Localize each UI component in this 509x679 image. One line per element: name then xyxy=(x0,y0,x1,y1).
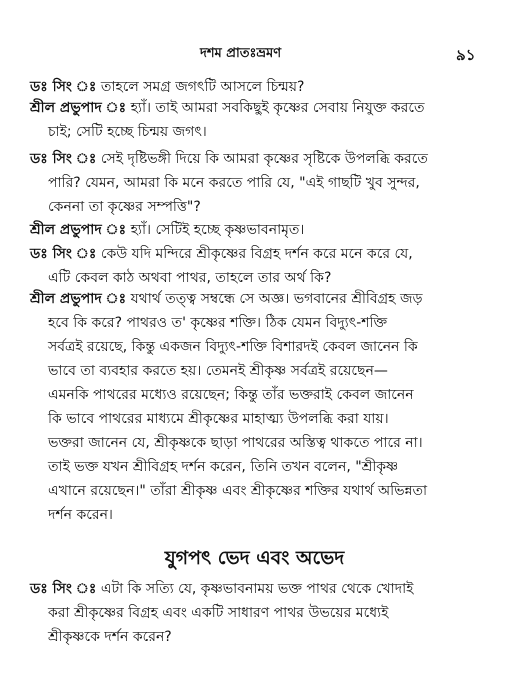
dialogue-text: হ্যাঁ। তাই আমরা সবকিছুই কৃষ্ণের সেবায় নিযুক্ত করতে xyxy=(130,100,425,116)
dialogue-line: করা শ্রীকৃষ্ণের বিগ্রহ এবং একটি সাধারণ পাথর উভয়ের মধ্যেই xyxy=(48,605,389,621)
dialogue-line: দর্শন করেন। xyxy=(48,507,113,523)
section-heading: যুগপৎ ভেদ এবং অভেদ xyxy=(164,547,345,569)
dialogue-line: চাই; সেটি হচ্ছে চিন্ময় জগৎ। xyxy=(48,124,207,140)
dialogue-text: হ্যাঁ। সেটিই হচ্ছে কৃষ্ণভাবনামৃত। xyxy=(130,222,305,238)
dialogue-line: ভক্তরা জানেন যে, শ্রীকৃষ্ণকে ছাড়া পাথরের অস্তিত্ব থাকতে পারে না। xyxy=(48,435,423,451)
dialogue-line: কি ভাবে পাথরের মাধ্যমে শ্রীকৃষ্ণের মাহাত্ম্য উপলব্ধি করা যায়। xyxy=(48,411,389,427)
dialogue-line: সর্বত্রই রয়েছে, কিন্তু একজন বিদ্যুৎ-শক্তি বিশারদই কেবল জানেন কি xyxy=(48,339,418,355)
speaker-label: শ্রীল প্রভুপাদ ঃ xyxy=(30,291,127,307)
dialogue-line: এমনকি পাথরের মধ্যেও রয়েছেন; কিন্তু তাঁর ভক্তরাই কেবল জানেন xyxy=(48,387,414,403)
dialogue-line xyxy=(30,243,413,266)
dialogue-text: সেই দৃষ্টিভঙ্গী দিয়ে কি আমরা কৃষ্ণের সৃষ্টিকে উপলব্ধি করতে xyxy=(100,151,428,167)
dialogue-line: পারি? যেমন, আমরা কি মনে করতে পারি যে, "এই গাছটি খুব সুন্দর, xyxy=(48,175,420,191)
dialogue-line: শ্রীকৃষ্ণকে দর্শন করেন? xyxy=(48,629,172,645)
dialogue-line: হবে কি করে? পাথরও ত' কৃষ্ণের শক্তি। ঠিক যেমন বিদ্যুৎ-শক্তি xyxy=(48,315,388,331)
dialogue-line xyxy=(30,578,413,601)
dialogue-line xyxy=(30,97,425,120)
speaker-label: ডঃ সিং ঃ xyxy=(30,79,97,95)
page-number: ৯১ xyxy=(456,46,476,64)
chapter-title: দশম প্রাতঃভ্রমণ xyxy=(200,46,282,61)
speaker-label: ডঃ সিং ঃ xyxy=(30,151,97,167)
speaker-label: শ্রীল প্রভুপাদ ঃ xyxy=(30,222,127,238)
dialogue-line: ভাবে তা ব্যবহার করতে হয়। তেমনই শ্রীকৃষ্ণ সর্বত্রই রয়েছেন— xyxy=(48,363,388,379)
dialogue-line xyxy=(30,148,428,171)
dialogue-line: তাই ভক্ত যখন শ্রীবিগ্রহ দর্শন করেন, তিনি তখন বলেন, "শ্রীকৃষ্ণ xyxy=(48,459,399,475)
dialogue-line: এটি কেবল কাঠ অথবা পাথর, তাহলে তার অর্থ কি? xyxy=(48,270,332,286)
dialogue-line xyxy=(30,76,304,99)
dialogue-line: এখানে রয়েছেন।" তাঁরা শ্রীকৃষ্ণ এবং শ্রীকৃষ্ণের শক্তির যথার্থ অভিন্নতা xyxy=(48,483,428,499)
speaker-label: শ্রীল প্রভুপাদ ঃ xyxy=(30,100,127,116)
speaker-label: ডঃ সিং ঃ xyxy=(30,246,97,262)
speaker-label: ডঃ সিং ঃ xyxy=(30,581,97,597)
running-head xyxy=(0,44,509,64)
dialogue-text: যথার্থ তত্ত্ব সম্বন্ধে সে অজ্ঞ। ভগবানের শ্রীবিগ্রহ জড় xyxy=(130,291,423,307)
dialogue-text: তাহলে সমগ্র জগৎটি আসলে চিন্ময়? xyxy=(100,79,305,95)
dialogue-line xyxy=(30,219,304,242)
dialogue-text: কেউ যদি মন্দিরে শ্রীকৃষ্ণের বিগ্রহ দর্শন করে মনে করে যে, xyxy=(100,246,413,262)
dialogue-line xyxy=(30,288,423,311)
dialogue-line: কেননা তা কৃষ্ণের সম্পত্তি"? xyxy=(48,199,201,215)
dialogue-text: এটা কি সত্যি যে, কৃষ্ণভাবনাময় ভক্ত পাথর থেকে খোদাই xyxy=(100,581,414,597)
